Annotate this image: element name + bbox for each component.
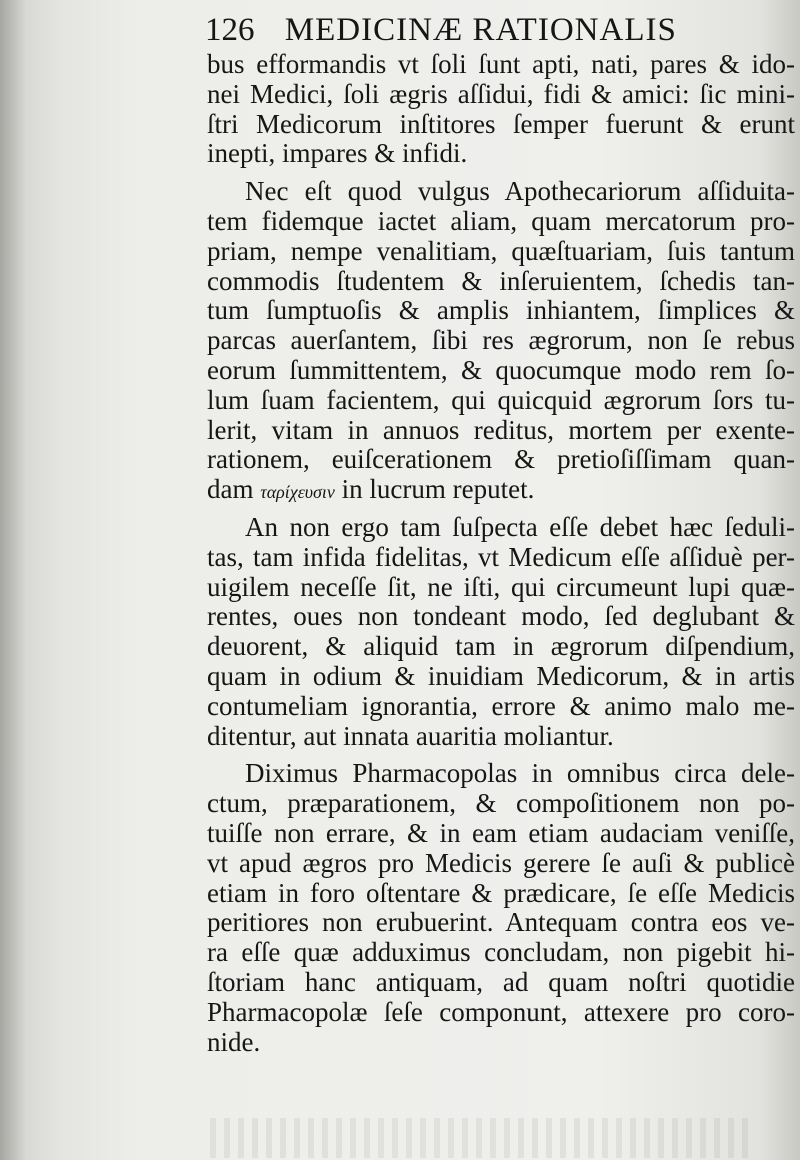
text-line: tem fidemque iactet aliam, quam mercatorum pro- xyxy=(207,205,795,236)
line-start: dam xyxy=(207,474,254,505)
text-line: tuiſſe non errare, & in eam etiam audaciam veniſſe, xyxy=(207,817,795,848)
text-line: vt apud ægros pro Medicis gerere ſe auſi & publicè xyxy=(207,847,795,878)
text-line-with-greek xyxy=(207,475,795,505)
text-line: ra eſſe quæ adduximus concludam, non pigebit hi- xyxy=(207,937,795,968)
text-line: nei Medici, ſoli ægris aſſidui, fidi & amici: ſic mini- xyxy=(207,78,795,109)
text-line: bus efformandis vt ſoli ſunt apti, nati, pares & ido- xyxy=(207,49,795,79)
text-line: tas, tam infida fidelitas, vt Medicum eſſe aſſiduè per- xyxy=(207,541,795,572)
text-line: commodis ſtudentem & inſeruientem, ſchedis tan- xyxy=(207,265,795,296)
page-header xyxy=(205,8,745,52)
text-line: Pharmacopolæ ſeſe componunt, attexere pro coro- xyxy=(207,996,795,1027)
text-line: tum ſumptuoſis & amplis inhiantem, ſimplices & xyxy=(207,295,795,326)
text-line: parcas auerſantem, ſibi res ægrorum, non ſe rebus xyxy=(207,325,795,356)
text-line: inepti, impares & infidi. xyxy=(207,138,468,169)
text-line: ſtri Medicorum inſtitores ſemper fuerunt & erunt xyxy=(207,108,795,139)
text-line: nide. xyxy=(207,1026,261,1057)
text-line: lum ſuam facientem, qui quicquid ægrorum ſors tu- xyxy=(207,384,795,415)
text-line: ſtoriam hanc antiquam, ad quam noſtri quotidie xyxy=(207,966,795,997)
text-line: quam in odium & inuidiam Medicorum, & in artis xyxy=(207,660,795,691)
greek-word: ταρίχευσιν xyxy=(260,482,335,503)
text-line: contumeliam ignorantia, errore & animo malo me- xyxy=(207,690,795,721)
text-line: rationem, euiſcerationem & pretioſiſſimam quan- xyxy=(207,444,795,475)
text-line: ctum, præparationem, & compoſitionem non po- xyxy=(207,788,795,819)
body-text xyxy=(207,50,795,1057)
text-line: rentes, oues non tondeant modo, ſed deglubant & xyxy=(207,601,795,632)
text-line: peritiores non erubuerint. Antequam contra eos ve- xyxy=(207,907,795,938)
page-gutter-shadow xyxy=(0,0,26,1160)
line-end: in lucrum reputet. xyxy=(341,474,535,505)
text-line: deuorent, & aliquid tam in ægrorum diſpendium, xyxy=(207,631,795,662)
running-title: MEDICINÆ RATIONALIS xyxy=(284,12,677,48)
text-line: Nec eſt quod vulgus Apothecariorum aſſiduita- xyxy=(245,176,795,207)
page-number: 126 xyxy=(205,12,255,48)
text-line: etiam in foro oſtentare & prædicare, ſe eſſe Medicis xyxy=(207,877,795,908)
text-line: priam, nempe venalitiam, quæſtuariam, ſuis tantum xyxy=(207,235,795,266)
text-line: uigilem neceſſe ſit, ne iſti, qui circumeunt lupi quæ- xyxy=(207,571,795,602)
text-line: ditentur, aut innata auaritia moliantur. xyxy=(207,720,614,751)
show-through-bleed xyxy=(210,1118,750,1158)
text-line: An non ergo tam ſuſpecta eſſe debet hæc ſeduli- xyxy=(245,511,795,542)
text-line: lerit, vitam in annuos reditus, mortem per exente- xyxy=(207,414,795,445)
text-line: Diximus Pharmacopolas in omnibus circa dele- xyxy=(245,758,795,789)
text-line: eorum ſummittentem, & quocumque modo rem ſo- xyxy=(207,354,795,385)
